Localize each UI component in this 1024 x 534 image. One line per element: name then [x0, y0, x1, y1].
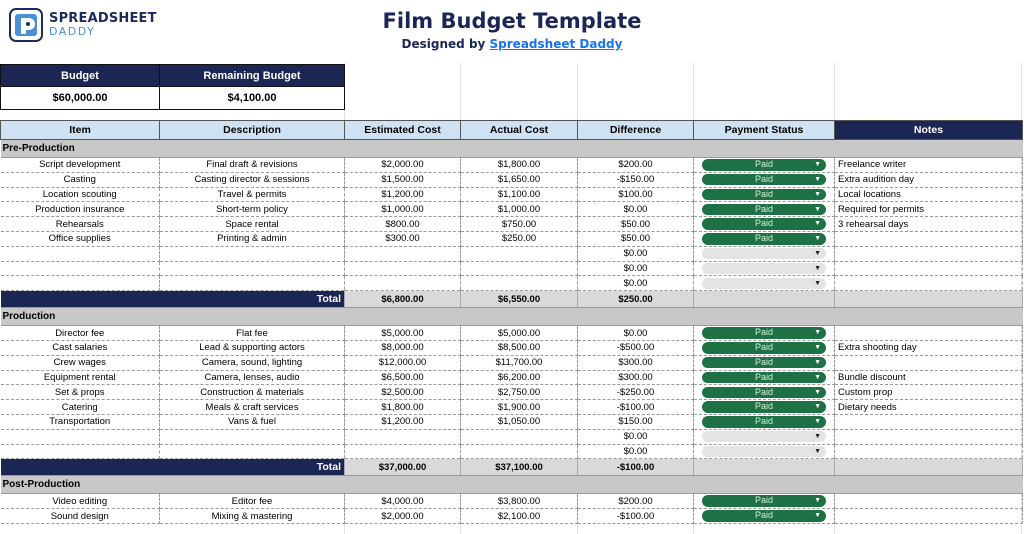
column-header-estimated-cost: Estimated Cost: [345, 121, 461, 140]
actual-cost-cell[interactable]: [461, 276, 578, 291]
item-cell[interactable]: Rehearsals: [1, 217, 160, 232]
payment-status-value: Paid: [754, 356, 773, 367]
description-cell[interactable]: Travel & permits: [160, 187, 345, 202]
actual-cost-cell[interactable]: $1,800.00: [461, 158, 578, 173]
description-cell[interactable]: [160, 276, 345, 291]
table-row: [1, 385, 1023, 400]
dropdown-caret-icon: ▼: [814, 279, 821, 287]
actual-cost-cell[interactable]: $8,500.00: [461, 340, 578, 355]
notes-cell[interactable]: [835, 231, 1023, 246]
actual-cost-cell[interactable]: [461, 429, 578, 444]
payment-status-value: Paid: [754, 203, 773, 214]
total-notes-cell: [835, 291, 1023, 308]
item-cell[interactable]: Casting: [1, 172, 160, 187]
payment-status-dropdown[interactable]: [702, 510, 826, 522]
notes-cell[interactable]: Extra audition day: [835, 172, 1023, 187]
difference-cell[interactable]: $300.00: [578, 370, 694, 385]
actual-cost-cell[interactable]: $1,000.00: [461, 202, 578, 217]
item-cell[interactable]: [1, 276, 160, 291]
section-header-row: [1, 140, 1023, 158]
actual-cost-cell[interactable]: $250.00: [461, 231, 578, 246]
difference-cell[interactable]: -$250.00: [578, 385, 694, 400]
item-cell[interactable]: Script development: [1, 158, 160, 173]
total-row: [1, 291, 1023, 308]
estimated-cost-cell[interactable]: $1,000.00: [345, 202, 461, 217]
estimated-cost-cell[interactable]: $300.00: [345, 231, 461, 246]
notes-cell[interactable]: Custom prop: [835, 385, 1023, 400]
notes-cell[interactable]: [835, 326, 1023, 341]
estimated-cost-cell[interactable]: [345, 429, 461, 444]
payment-status-value: Paid: [754, 233, 773, 244]
section-header-row: [1, 476, 1023, 494]
payment-status-value: Paid: [754, 188, 773, 199]
estimated-cost-cell[interactable]: $6,500.00: [345, 370, 461, 385]
payment-status-value: Paid: [754, 386, 773, 397]
dropdown-caret-icon: ▼: [814, 388, 821, 396]
item-cell[interactable]: Cast salaries: [1, 340, 160, 355]
estimated-cost-cell[interactable]: $2,000.00: [345, 509, 461, 524]
budget-table: [0, 120, 1023, 524]
table-row: [1, 246, 1023, 261]
actual-cost-cell[interactable]: $5,000.00: [461, 326, 578, 341]
estimated-cost-cell[interactable]: [345, 444, 461, 459]
payment-status-cell: [694, 355, 835, 370]
notes-cell[interactable]: 3 rehearsal days: [835, 217, 1023, 232]
dropdown-caret-icon: ▼: [814, 418, 821, 426]
column-header-row: [1, 121, 1023, 140]
payment-status-dropdown[interactable]: [702, 278, 826, 290]
dropdown-caret-icon: ▼: [814, 329, 821, 337]
total-notes-cell: [835, 459, 1023, 476]
payment-status-dropdown[interactable]: [702, 327, 826, 339]
actual-cost-cell[interactable]: [461, 261, 578, 276]
description-cell[interactable]: Printing & admin: [160, 231, 345, 246]
estimated-cost-cell[interactable]: $1,200.00: [345, 187, 461, 202]
item-cell[interactable]: [1, 444, 160, 459]
estimated-cost-cell[interactable]: $1,800.00: [345, 400, 461, 415]
difference-cell[interactable]: $150.00: [578, 414, 694, 429]
item-cell[interactable]: [1, 429, 160, 444]
table-row: [1, 444, 1023, 459]
logo-line2: DADDY: [49, 25, 96, 38]
total-estimated-cell: $37,000.00: [345, 459, 461, 476]
payment-status-value: Paid: [754, 510, 773, 521]
table-row: [1, 261, 1023, 276]
payment-status-value: Paid: [754, 173, 773, 184]
difference-cell[interactable]: $300.00: [578, 355, 694, 370]
total-status-cell: [694, 459, 835, 476]
payment-status-cell: [694, 444, 835, 459]
table-row: [1, 158, 1023, 173]
item-cell[interactable]: Set & props: [1, 385, 160, 400]
budget-value[interactable]: $60,000.00: [1, 87, 160, 110]
description-cell[interactable]: Final draft & revisions: [160, 158, 345, 173]
column-header-notes: Notes: [835, 121, 1023, 140]
difference-cell[interactable]: $0.00: [578, 202, 694, 217]
notes-cell[interactable]: [835, 509, 1023, 524]
notes-cell[interactable]: [835, 246, 1023, 261]
actual-cost-cell[interactable]: $6,200.00: [461, 370, 578, 385]
table-row: [1, 217, 1023, 232]
estimated-cost-cell[interactable]: $800.00: [345, 217, 461, 232]
column-header-item: Item: [1, 121, 160, 140]
payment-status-cell: [694, 385, 835, 400]
actual-cost-cell[interactable]: $1,100.00: [461, 187, 578, 202]
actual-cost-cell[interactable]: $750.00: [461, 217, 578, 232]
item-cell[interactable]: Video editing: [1, 494, 160, 509]
difference-cell[interactable]: $0.00: [578, 326, 694, 341]
notes-cell[interactable]: Required for permits: [835, 202, 1023, 217]
payment-status-cell: [694, 509, 835, 524]
remaining-budget-value[interactable]: $4,100.00: [160, 87, 345, 110]
dropdown-caret-icon: ▼: [814, 447, 821, 455]
dropdown-caret-icon: ▼: [814, 344, 821, 352]
notes-cell[interactable]: Bundle discount: [835, 370, 1023, 385]
difference-cell[interactable]: -$150.00: [578, 172, 694, 187]
payment-status-dropdown[interactable]: [702, 342, 826, 354]
payment-status-dropdown[interactable]: [702, 204, 826, 216]
actual-cost-cell[interactable]: $2,100.00: [461, 509, 578, 524]
dropdown-caret-icon: ▼: [814, 358, 821, 366]
payment-status-cell: [694, 202, 835, 217]
difference-cell[interactable]: $200.00: [578, 494, 694, 509]
actual-cost-cell[interactable]: $2,750.00: [461, 385, 578, 400]
table-row: [1, 429, 1023, 444]
estimated-cost-cell[interactable]: $8,000.00: [345, 340, 461, 355]
description-cell[interactable]: Construction & materials: [160, 385, 345, 400]
payment-status-dropdown[interactable]: [702, 174, 826, 186]
payment-status-cell: [694, 400, 835, 415]
description-cell[interactable]: [160, 444, 345, 459]
payment-status-value: Paid: [754, 159, 773, 170]
payment-status-value: Paid: [754, 401, 773, 412]
section-title: Pre-Production: [1, 140, 1023, 158]
dropdown-caret-icon: ▼: [814, 220, 821, 228]
actual-cost-cell[interactable]: $1,650.00: [461, 172, 578, 187]
notes-cell[interactable]: Local locations: [835, 187, 1023, 202]
difference-cell[interactable]: $0.00: [578, 246, 694, 261]
description-cell[interactable]: Mixing & mastering: [160, 509, 345, 524]
actual-cost-cell[interactable]: [461, 444, 578, 459]
column-header-actual-cost: Actual Cost: [461, 121, 578, 140]
notes-cell[interactable]: [835, 444, 1023, 459]
subtitle-prefix: Designed by: [401, 37, 490, 51]
payment-status-cell: [694, 370, 835, 385]
payment-status-dropdown[interactable]: [702, 372, 826, 384]
notes-cell[interactable]: [835, 261, 1023, 276]
notes-cell[interactable]: [835, 276, 1023, 291]
column-header-description: Description: [160, 121, 345, 140]
payment-status-value: Paid: [754, 218, 773, 229]
dropdown-caret-icon: ▼: [814, 235, 821, 243]
payment-status-dropdown[interactable]: [702, 357, 826, 369]
payment-status-cell: [694, 172, 835, 187]
description-cell[interactable]: Flat fee: [160, 326, 345, 341]
item-cell[interactable]: Equipment rental: [1, 370, 160, 385]
payment-status-cell: [694, 246, 835, 261]
dropdown-caret-icon: ▼: [814, 161, 821, 169]
item-cell[interactable]: Sound design: [1, 509, 160, 524]
dropdown-caret-icon: ▼: [814, 512, 821, 520]
total-difference-cell: -$100.00: [578, 459, 694, 476]
section-title: Production: [1, 308, 1023, 326]
payment-status-cell: [694, 158, 835, 173]
payment-status-cell: [694, 326, 835, 341]
payment-status-cell: [694, 414, 835, 429]
payment-status-dropdown[interactable]: [702, 495, 826, 507]
table-row: [1, 231, 1023, 246]
total-label: Total: [1, 459, 345, 476]
payment-status-cell: [694, 494, 835, 509]
difference-cell[interactable]: -$500.00: [578, 340, 694, 355]
description-cell[interactable]: Editor fee: [160, 494, 345, 509]
payment-status-dropdown[interactable]: [702, 248, 826, 260]
notes-cell[interactable]: [835, 494, 1023, 509]
item-cell[interactable]: Crew wages: [1, 355, 160, 370]
table-row: [1, 414, 1023, 429]
page-title: Film Budget Template: [382, 9, 642, 33]
description-cell[interactable]: [160, 246, 345, 261]
notes-cell[interactable]: [835, 429, 1023, 444]
payment-status-value: Paid: [754, 342, 773, 353]
difference-cell[interactable]: $50.00: [578, 231, 694, 246]
actual-cost-cell[interactable]: $1,050.00: [461, 414, 578, 429]
payment-status-dropdown[interactable]: [702, 416, 826, 428]
dropdown-caret-icon: ▼: [814, 403, 821, 411]
estimated-cost-cell[interactable]: $4,000.00: [345, 494, 461, 509]
difference-cell[interactable]: $0.00: [578, 276, 694, 291]
dropdown-caret-icon: ▼: [814, 264, 821, 272]
payment-status-dropdown[interactable]: [702, 189, 826, 201]
dropdown-caret-icon: ▼: [814, 249, 821, 257]
item-cell[interactable]: [1, 246, 160, 261]
total-row: [1, 459, 1023, 476]
description-cell[interactable]: Lead & supporting actors: [160, 340, 345, 355]
estimated-cost-cell[interactable]: $2,500.00: [345, 385, 461, 400]
budget-summary: [0, 64, 345, 110]
payment-status-dropdown[interactable]: [702, 446, 826, 458]
estimated-cost-cell[interactable]: [345, 261, 461, 276]
table-row: [1, 187, 1023, 202]
difference-cell[interactable]: -$100.00: [578, 509, 694, 524]
item-cell[interactable]: Catering: [1, 400, 160, 415]
payment-status-dropdown[interactable]: [702, 218, 826, 230]
column-header-payment-status: Payment Status: [694, 121, 835, 140]
payment-status-cell: [694, 429, 835, 444]
payment-status-value: Paid: [754, 416, 773, 427]
actual-cost-cell[interactable]: $3,800.00: [461, 494, 578, 509]
actual-cost-cell[interactable]: $1,900.00: [461, 400, 578, 415]
payment-status-dropdown[interactable]: [702, 233, 826, 245]
estimated-cost-cell[interactable]: [345, 276, 461, 291]
actual-cost-cell[interactable]: [461, 246, 578, 261]
table-row: [1, 494, 1023, 509]
budget-label: Budget: [1, 65, 160, 87]
payment-status-dropdown[interactable]: [702, 387, 826, 399]
dropdown-caret-icon: ▼: [814, 432, 821, 440]
page-subtitle: [0, 37, 1024, 51]
description-cell[interactable]: Camera, lenses, audio: [160, 370, 345, 385]
description-cell[interactable]: Camera, sound, lighting: [160, 355, 345, 370]
item-cell[interactable]: Transportation: [1, 414, 160, 429]
table-row: [1, 276, 1023, 291]
total-difference-cell: $250.00: [578, 291, 694, 308]
difference-cell[interactable]: -$100.00: [578, 400, 694, 415]
notes-cell[interactable]: Dietary needs: [835, 400, 1023, 415]
description-cell[interactable]: Meals & craft services: [160, 400, 345, 415]
table-row: [1, 340, 1023, 355]
dropdown-caret-icon: ▼: [814, 497, 821, 505]
dropdown-caret-icon: ▼: [814, 190, 821, 198]
spreadsheet-daddy-link[interactable]: Spreadsheet Daddy: [489, 37, 623, 51]
payment-status-cell: [694, 261, 835, 276]
difference-cell[interactable]: $0.00: [578, 444, 694, 459]
section-header-row: [1, 308, 1023, 326]
payment-status-cell: [694, 231, 835, 246]
item-cell[interactable]: Location scouting: [1, 187, 160, 202]
total-status-cell: [694, 291, 835, 308]
payment-status-value: Paid: [754, 327, 773, 338]
payment-status-dropdown[interactable]: [702, 159, 826, 171]
table-row: [1, 509, 1023, 524]
estimated-cost-cell[interactable]: $1,500.00: [345, 172, 461, 187]
section-title: Post-Production: [1, 476, 1023, 494]
notes-cell[interactable]: Extra shooting day: [835, 340, 1023, 355]
difference-cell[interactable]: $100.00: [578, 187, 694, 202]
difference-cell[interactable]: $50.00: [578, 217, 694, 232]
payment-status-cell: [694, 187, 835, 202]
description-cell[interactable]: [160, 429, 345, 444]
total-estimated-cell: $6,800.00: [345, 291, 461, 308]
estimated-cost-cell[interactable]: $12,000.00: [345, 355, 461, 370]
total-actual-cell: $37,100.00: [461, 459, 578, 476]
payment-status-value: Paid: [754, 495, 773, 506]
payment-status-cell: [694, 276, 835, 291]
actual-cost-cell[interactable]: $11,700.00: [461, 355, 578, 370]
payment-status-dropdown[interactable]: [702, 431, 826, 443]
column-header-difference: Difference: [578, 121, 694, 140]
estimated-cost-cell[interactable]: $5,000.00: [345, 326, 461, 341]
dropdown-caret-icon: ▼: [814, 205, 821, 213]
item-cell[interactable]: Director fee: [1, 326, 160, 341]
description-cell[interactable]: Short-term policy: [160, 202, 345, 217]
payment-status-cell: [694, 340, 835, 355]
payment-status-cell: [694, 217, 835, 232]
table-row: [1, 172, 1023, 187]
difference-cell[interactable]: $200.00: [578, 158, 694, 173]
estimated-cost-cell[interactable]: [345, 246, 461, 261]
notes-cell[interactable]: Freelance writer: [835, 158, 1023, 173]
description-cell[interactable]: Casting director & sessions: [160, 172, 345, 187]
remaining-budget-label: Remaining Budget: [160, 65, 345, 87]
estimated-cost-cell[interactable]: $2,000.00: [345, 158, 461, 173]
logo-line1: SPREADSHEET: [49, 11, 157, 26]
notes-cell[interactable]: [835, 414, 1023, 429]
description-cell[interactable]: Space rental: [160, 217, 345, 232]
table-row: [1, 326, 1023, 341]
table-row: [1, 400, 1023, 415]
payment-status-dropdown[interactable]: [702, 401, 826, 413]
notes-cell[interactable]: [835, 355, 1023, 370]
total-actual-cell: $6,550.00: [461, 291, 578, 308]
difference-cell[interactable]: $0.00: [578, 261, 694, 276]
difference-cell[interactable]: $0.00: [578, 429, 694, 444]
dropdown-caret-icon: ▼: [814, 175, 821, 183]
table-row: [1, 370, 1023, 385]
table-row: [1, 355, 1023, 370]
description-cell[interactable]: [160, 261, 345, 276]
estimated-cost-cell[interactable]: $1,200.00: [345, 414, 461, 429]
payment-status-dropdown[interactable]: [702, 263, 826, 275]
item-cell[interactable]: [1, 261, 160, 276]
payment-status-value: Paid: [754, 371, 773, 382]
total-label: Total: [1, 291, 345, 308]
dropdown-caret-icon: ▼: [814, 373, 821, 381]
item-cell[interactable]: Office supplies: [1, 231, 160, 246]
table-row: [1, 202, 1023, 217]
item-cell[interactable]: Production insurance: [1, 202, 160, 217]
description-cell[interactable]: Vans & fuel: [160, 414, 345, 429]
